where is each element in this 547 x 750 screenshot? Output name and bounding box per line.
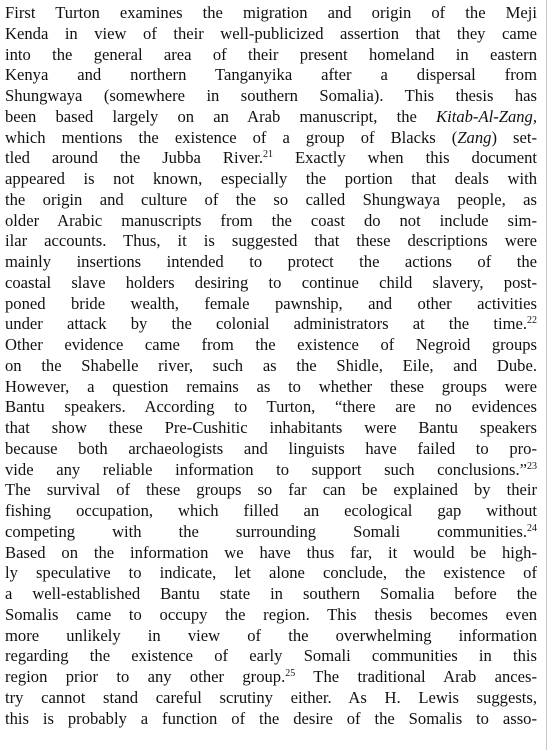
text-run: coastal slave holders desiring to continue child slavery, post- <box>5 272 537 292</box>
text-line <box>5 480 537 501</box>
footnote-ref: 24 <box>527 522 537 534</box>
text-line <box>5 584 537 605</box>
text-run: Kenda in view of their well-publicized assertion that they came <box>5 23 537 43</box>
text-run: appeared is not known, especially the portion that deals with <box>5 169 537 188</box>
text-line <box>5 314 537 335</box>
text-line <box>5 688 537 709</box>
manuscript-title: Kitab-Al-Zang, <box>436 106 537 126</box>
text-run: that show these Pre-Cushitic inhabitants were Bantu speakers <box>5 418 537 437</box>
text-run: ) set- <box>491 127 537 147</box>
text-line <box>5 24 537 45</box>
text-run: Exactly when this document <box>273 148 537 168</box>
text-run: into the general area of their present homeland in eastern <box>5 44 537 64</box>
footnote-ref: 21 <box>263 149 273 161</box>
text-run: fishing occupation, which filled an ecological gap without <box>5 501 537 520</box>
text-line <box>5 397 537 418</box>
text-run: Somalis came to occupy the region. This thesis becomes even <box>5 604 537 624</box>
text-run: a well-established Bantu state in southern Somalia before the <box>5 584 537 603</box>
footnote-ref: 23 <box>527 460 537 472</box>
text-run: Based on the information we have thus far, it would be high- <box>5 542 537 562</box>
text-run: tled around the Jubba River. <box>5 148 263 168</box>
text-run: Kenya and northern Tanganyika after a dispersal from <box>5 65 537 85</box>
italic-term: Zang <box>457 127 492 147</box>
text-line <box>5 460 537 481</box>
text-line <box>5 418 537 439</box>
text-line <box>5 646 537 667</box>
text-line <box>5 273 537 294</box>
text-run: region prior to any other group. <box>5 667 286 686</box>
footnote-ref: 25 <box>285 668 296 679</box>
text-run: older Arabic manuscripts from the coast do not include sim- <box>5 210 537 230</box>
text-run: more unlikely in view of the overwhelming information <box>5 625 537 645</box>
text-line <box>5 231 537 252</box>
text-run: First Turton examines the migration and origin of the Meji <box>5 3 537 22</box>
text-line <box>5 501 537 522</box>
text-run: mainly insertions intended to protect the actions of the <box>5 252 537 271</box>
text-run: this is probably a function of the desire of the Somalis to asso- <box>5 708 537 728</box>
text-run: ilar accounts. Thus, it is suggested that these descriptions were <box>5 231 537 251</box>
text-line <box>5 294 537 315</box>
body-text <box>5 3 537 729</box>
text-line <box>5 252 537 273</box>
text-run: the origin and culture of the so called Shungwaya people, as <box>5 189 537 209</box>
text-run: However, a question remains as to whether these groups were <box>5 376 537 396</box>
text-line <box>5 563 537 584</box>
text-run: poned bride wealth, female pawnship, and other activities <box>5 293 537 313</box>
text-line <box>5 169 537 190</box>
text-line <box>5 86 537 107</box>
text-line <box>5 211 537 232</box>
text-line <box>5 356 537 377</box>
text-run: on the Shabelle river, such as the Shidle, Eile, and Dube. <box>5 355 537 375</box>
footnote-ref: 22 <box>527 315 537 327</box>
text-line <box>5 522 537 543</box>
text-run: because both archaeologists and linguists have failed to pro- <box>5 438 537 458</box>
text-line <box>5 605 537 626</box>
text-run: which mentions the existence of a group of Blacks ( <box>5 127 458 147</box>
text-run: vide any reliable information to support such conclusions.” <box>5 459 527 479</box>
text-run: Shungwaya (somewhere in southern Somalia). This thesis has <box>5 86 537 105</box>
text-run: The survival of these groups so far can be explained by their <box>5 480 537 500</box>
text-line <box>5 439 537 460</box>
text-run: regarding the existence of early Somali communities in this <box>5 646 537 666</box>
text-line <box>5 543 537 564</box>
text-run: Bantu speakers. According to Turton, “there are no evidences <box>5 397 537 417</box>
text-run: competing with the surrounding Somali communities. <box>5 521 527 541</box>
text-run: Other evidence came from the existence of Negroid groups <box>5 335 537 354</box>
text-line <box>5 45 537 66</box>
text-line <box>5 626 537 647</box>
text-line <box>5 335 537 356</box>
text-line <box>5 65 537 86</box>
text-line <box>5 190 537 211</box>
text-line <box>5 377 537 398</box>
text-line <box>5 709 537 730</box>
text-run: try cannot stand careful scrutiny either. As H. Lewis suggests, <box>5 687 537 707</box>
text-line <box>5 3 537 24</box>
text-line <box>5 148 537 169</box>
text-run: The traditional Arab ances- <box>295 667 537 686</box>
text-line <box>5 667 537 688</box>
text-line <box>5 107 537 128</box>
text-run: ly speculative to indicate, let alone conclude, the existence of <box>5 563 537 583</box>
text-run: under attack by the colonial administrators at the time. <box>5 314 527 334</box>
text-line <box>5 128 537 149</box>
text-run: been based largely on an Arab manuscript, the <box>5 106 437 126</box>
